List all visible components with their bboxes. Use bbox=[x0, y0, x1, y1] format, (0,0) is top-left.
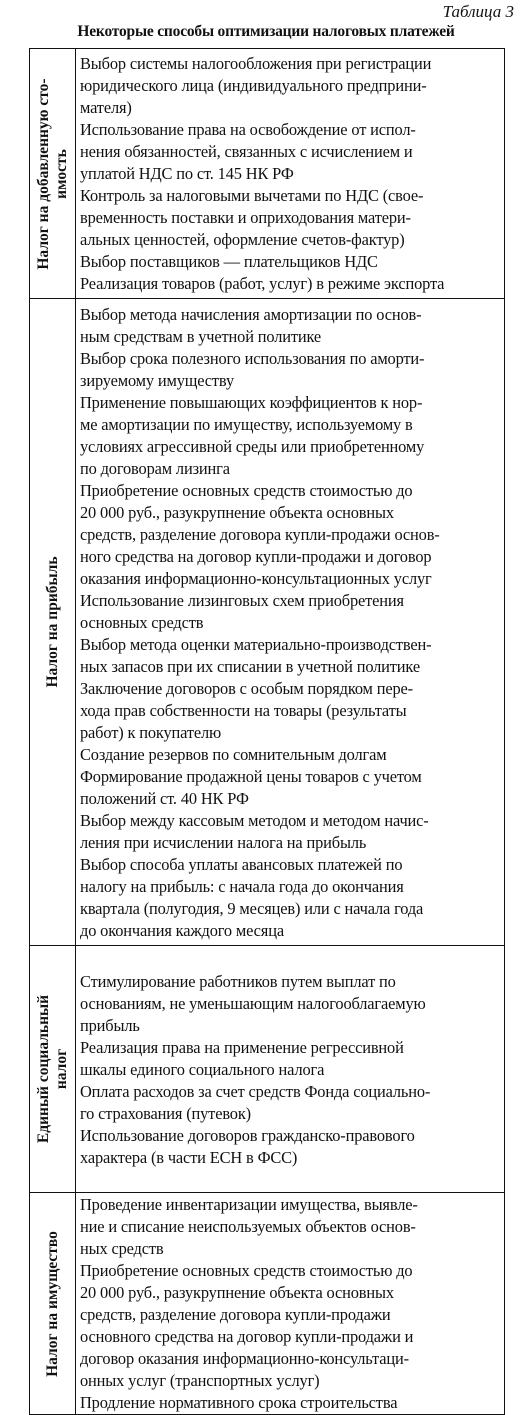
optimization-method-line: Выбор метода оценки материально-производствен- bbox=[80, 634, 432, 654]
optimization-method-line: характера (в части ЕСН в ФСС) bbox=[80, 1147, 298, 1167]
tax-section-heading-cell bbox=[30, 946, 76, 1193]
optimization-method-item bbox=[80, 678, 500, 744]
optimization-method-line: Проведение инвентаризации имущества, выявле- bbox=[80, 1195, 418, 1214]
optimization-method-line: хода прав собственности на товары (результаты bbox=[80, 700, 407, 720]
optimization-method-line: ления при исчислении налога на прибыль bbox=[80, 832, 367, 852]
tax-optimization-table bbox=[29, 48, 505, 1415]
optimization-method-line: Реализация товаров (работ, услуг) в режиме экспорта bbox=[80, 274, 445, 293]
optimization-method-line: альных ценностей, оформление счетов-фактур) bbox=[80, 230, 405, 249]
optimization-method-item bbox=[80, 251, 500, 273]
optimization-method-item bbox=[80, 185, 500, 251]
optimization-method-item bbox=[80, 1392, 500, 1414]
optimization-method-item bbox=[80, 590, 500, 634]
optimization-method-line: Приобретение основных средств стоимостью до bbox=[80, 1261, 413, 1280]
optimization-method-line: Формирование продажной цены товаров с учетом bbox=[80, 766, 422, 786]
optimization-method-line: Заключение договоров с особым порядком пере- bbox=[80, 678, 413, 698]
optimization-method-line: 20 000 руб., разукрупнение объекта основных bbox=[80, 502, 394, 522]
optimization-method-item bbox=[80, 1260, 500, 1392]
tax-section-heading-line: Единый социальный bbox=[34, 994, 52, 1144]
optimization-method-line: Использование лизинговых схем приобретения bbox=[80, 590, 404, 610]
optimization-method-item bbox=[80, 854, 500, 942]
optimization-method-line: работ) к покупателю bbox=[80, 722, 222, 742]
optimization-method-line: Использование права на освобождение от испол- bbox=[80, 120, 416, 139]
optimization-method-line: Приобретение основных средств стоимостью до bbox=[80, 480, 413, 500]
optimization-method-item bbox=[80, 119, 500, 185]
tax-section-heading-line: налог bbox=[52, 1048, 70, 1090]
optimization-method-line: основных средств bbox=[80, 612, 204, 632]
optimization-method-line: нения обязанностей, связанных с исчислением и bbox=[80, 142, 413, 161]
optimization-method-line: положений ст. 40 НК РФ bbox=[80, 788, 249, 808]
optimization-method-item bbox=[80, 53, 500, 119]
optimization-method-item bbox=[80, 810, 500, 854]
optimization-method-line: прибыль bbox=[80, 1015, 140, 1035]
optimization-method-line: Продление нормативного срока строительства bbox=[80, 1393, 398, 1412]
optimization-method-line: Стимулирование работников путем выплат по bbox=[80, 971, 396, 991]
optimization-method-line: Выбор метода начисления амортизации по основ- bbox=[80, 304, 422, 324]
optimization-method-item bbox=[80, 1037, 500, 1081]
table-title: Некоторые способы оптимизации налоговых платежей bbox=[77, 23, 455, 40]
optimization-method-item bbox=[80, 304, 500, 348]
optimization-method-line: Выбор системы налогообложения при регистрации bbox=[80, 54, 432, 73]
tax-section-row bbox=[30, 1193, 505, 1415]
optimization-method-line: Выбор между кассовым методом и методом начис- bbox=[80, 810, 429, 830]
tax-section-heading-cell bbox=[30, 299, 76, 946]
tax-section-row bbox=[30, 49, 505, 299]
optimization-method-line: Применение повышающих коэффициентов к нор- bbox=[80, 392, 423, 412]
optimization-method-line: 20 000 руб., разукрупнение объекта основных bbox=[80, 1283, 394, 1302]
optimization-method-line: Контроль за налоговыми вычетами по НДС (свое- bbox=[80, 186, 424, 205]
tax-section-heading-cell bbox=[30, 49, 76, 299]
optimization-method-item bbox=[80, 392, 500, 480]
optimization-methods-cell bbox=[76, 946, 505, 1193]
optimization-method-line: онных услуг (транспортных услуг) bbox=[80, 1371, 320, 1390]
tax-section-heading-line: Налог на имущество bbox=[43, 1230, 61, 1377]
optimization-method-line: уплатой НДС по ст. 145 НК РФ bbox=[80, 164, 294, 183]
tax-section-heading-line: Налог на добавленную сто- bbox=[34, 77, 52, 270]
optimization-method-line: зируемому имуществу bbox=[80, 370, 235, 390]
tax-section-heading bbox=[35, 59, 71, 289]
tax-section-heading-line: Налог на прибыль bbox=[43, 556, 61, 688]
optimization-method-line: средств, разделение договора купли-продажи bbox=[80, 1305, 391, 1324]
optimization-methods-cell bbox=[76, 49, 505, 299]
optimization-methods-cell bbox=[76, 299, 505, 946]
tax-section-heading bbox=[44, 309, 62, 936]
optimization-method-line: основаниям, не уменьшающим налогооблагаемую bbox=[80, 993, 426, 1013]
optimization-method-line: ным средствам в учетной политике bbox=[80, 326, 322, 346]
optimization-method-line: до окончания каждого месяца bbox=[80, 920, 284, 940]
optimization-method-item bbox=[80, 273, 500, 295]
optimization-method-line: шкалы единого социального налога bbox=[80, 1059, 325, 1079]
optimization-methods-cell bbox=[76, 1193, 505, 1415]
optimization-method-line: договор оказания информационно-консультаци- bbox=[80, 1349, 409, 1368]
optimization-method-line: налогу на прибыль: с начала года до окончания bbox=[80, 876, 404, 896]
optimization-method-item bbox=[80, 480, 500, 590]
optimization-method-line: по договорам лизинга bbox=[80, 458, 230, 478]
optimization-method-item bbox=[80, 971, 500, 1037]
optimization-method-line: оказания информационно-консультационных услуг bbox=[80, 568, 432, 588]
optimization-method-line: Выбор способа уплаты авансовых платежей по bbox=[80, 854, 403, 874]
tax-section-heading bbox=[35, 956, 71, 1183]
tax-section-row bbox=[30, 299, 505, 946]
optimization-method-line: ного средства на договор купли-продажи и договор bbox=[80, 546, 432, 566]
optimization-method-line: Реализация права на применение регрессивной bbox=[80, 1037, 404, 1057]
optimization-method-line: Выбор поставщиков — плательщиков НДС bbox=[80, 252, 378, 271]
tax-section-heading-cell bbox=[30, 1193, 76, 1415]
optimization-method-line: го страхования (путевок) bbox=[80, 1103, 251, 1123]
optimization-method-line: условиях агрессивной среды или приобретенному bbox=[80, 436, 425, 456]
optimization-method-item bbox=[80, 766, 500, 810]
optimization-method-item bbox=[80, 348, 500, 392]
optimization-method-line: основного средства на договор купли-продажи и bbox=[80, 1327, 414, 1346]
optimization-method-item bbox=[80, 1125, 500, 1169]
optimization-method-line: мателя) bbox=[80, 98, 132, 117]
optimization-method-line: ных средств bbox=[80, 1239, 164, 1258]
optimization-method-line: ме амортизации по имуществу, используемому в bbox=[80, 414, 413, 434]
optimization-method-line: Использование договоров гражданско-правового bbox=[80, 1125, 415, 1145]
tax-section-row bbox=[30, 946, 505, 1193]
optimization-method-line: Оплата расходов за счет средств Фонда социально- bbox=[80, 1081, 431, 1101]
tax-section-heading bbox=[44, 1215, 62, 1393]
optimization-method-line: Создание резервов по сомнительным долгам bbox=[80, 744, 387, 764]
optimization-method-line: ных запасов при их списании в учетной политике bbox=[80, 656, 420, 676]
optimization-method-line: средств, разделение договора купли-продажи основ- bbox=[80, 524, 440, 544]
optimization-method-line: квартала (полугодия, 9 месяцев) или с начала года bbox=[80, 898, 424, 918]
optimization-method-item bbox=[80, 744, 500, 766]
optimization-method-item bbox=[80, 634, 500, 678]
optimization-method-line: Выбор срока полезного использования по аморти- bbox=[80, 348, 425, 368]
optimization-method-item bbox=[80, 1081, 500, 1125]
table-number-label: Таблица 3 bbox=[442, 2, 514, 21]
optimization-method-line: ние и списание неиспользуемых объектов основ- bbox=[80, 1217, 416, 1236]
optimization-method-item bbox=[80, 1194, 500, 1260]
optimization-method-line: временность поставки и оприходования матери- bbox=[80, 208, 411, 227]
optimization-method-line: юридического лица (индивидуального предприни- bbox=[80, 76, 427, 95]
tax-section-heading-line: имость bbox=[52, 148, 70, 199]
